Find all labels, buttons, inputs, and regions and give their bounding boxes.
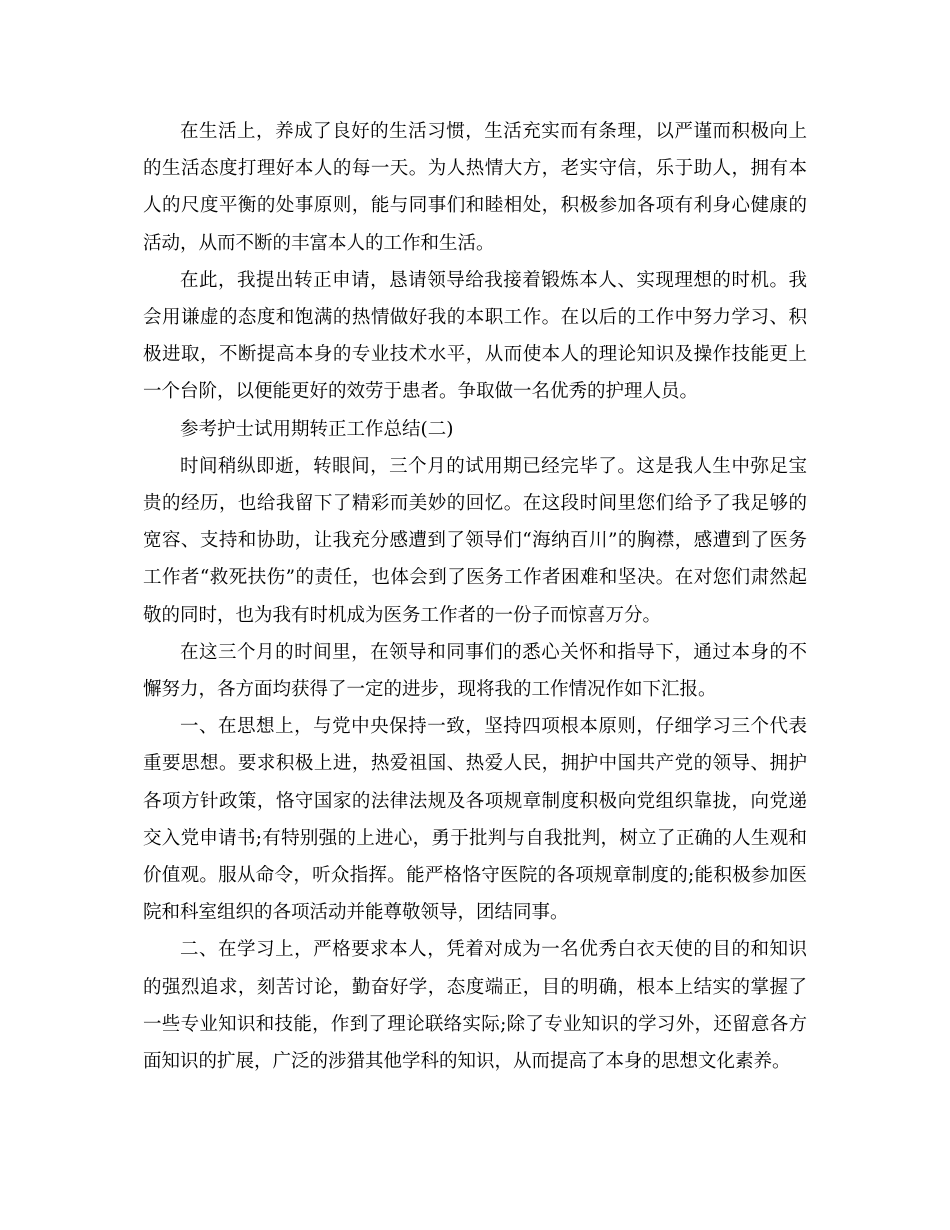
document-body [143, 113, 807, 1080]
paragraph-life: 在生活上，养成了良好的生活习惯，生活充实而有条理，以严谨而积极向上的生活态度打理好本人的每一天。为人热情大方，老实守信，乐于助人，拥有本人的尺度平衡的处事原则，能与同事们和睦相处，积极参加各项有利身心健康的活动，从而不断的丰富本人的工作和生活。 [143, 121, 807, 254]
paragraph-application: 在此，我提出转正申请，恳请领导给我接着锻炼本人、实现理想的时机。我会用谦虚的态度和饱满的热情做好我的本职工作。在以后的工作中努力学习、积极进取，不断提高本身的专业技术水平，从而使本人的理论知识及操作技能更上一个台阶，以便能更好的效劳于患者。争取做一名优秀的护理人员。 [143, 269, 807, 403]
paragraph-time: 时间稍纵即逝，转眼间，三个月的试用期已经完毕了。这是我人生中弥足宝贵的经历，也给我留下了精彩而美妙的回忆。在这段时间里您们给予了我足够的宽容、支持和协助，让我充分感遭到了领导们“海纳百川”的胸襟，感遭到了医务工作者“救死扶伤”的责任，也体会到了医务工作者困难和坚决。在对您们肃然起敬的同时，也为我有时机成为医务工作者的一份子而惊喜万分。 [143, 455, 807, 626]
paragraph-report-intro: 在这三个月的时间里，在领导和同事们的悉心关怀和指导下，通过本身的不懈努力，各方面均获得了一定的进步，现将我的工作情况作如下汇报。 [143, 641, 807, 701]
paragraph-thought: 一、在思想上，与党中央保持一致，坚持四项根本原则，仔细学习三个代表重要思想。要求积极上进，热爱祖国、热爱人民，拥护中国共产党的领导、拥护各项方针政策，恪守国家的法律法规及各项规章制度积极向党组织靠拢，向党递交入党申请书;有特别强的上进心，勇于批判与自我批判，树立了正确的人生观和价值观。服从命令，听众指挥。能严格恪守医院的各项规章制度的;能积极参加医院和科室组织的各项活动并能尊敬领导，团结同事。 [143, 716, 807, 924]
paragraph-study: 二、在学习上，严格要求本人，凭着对成为一名优秀白衣天使的目的和知识的强烈追求，刻苦讨论，勤奋好学，态度端正，目的明确，根本上结实的掌握了一些专业知识和技能，作到了理论联络实际;除了专业知识的学习外，还留意各方面知识的扩展，广泛的涉猎其他学科的知识，从而提高了本身的思想文化素养。 [143, 939, 807, 1073]
section-heading: 参考护士试用期转正工作总结(二) [180, 418, 454, 440]
